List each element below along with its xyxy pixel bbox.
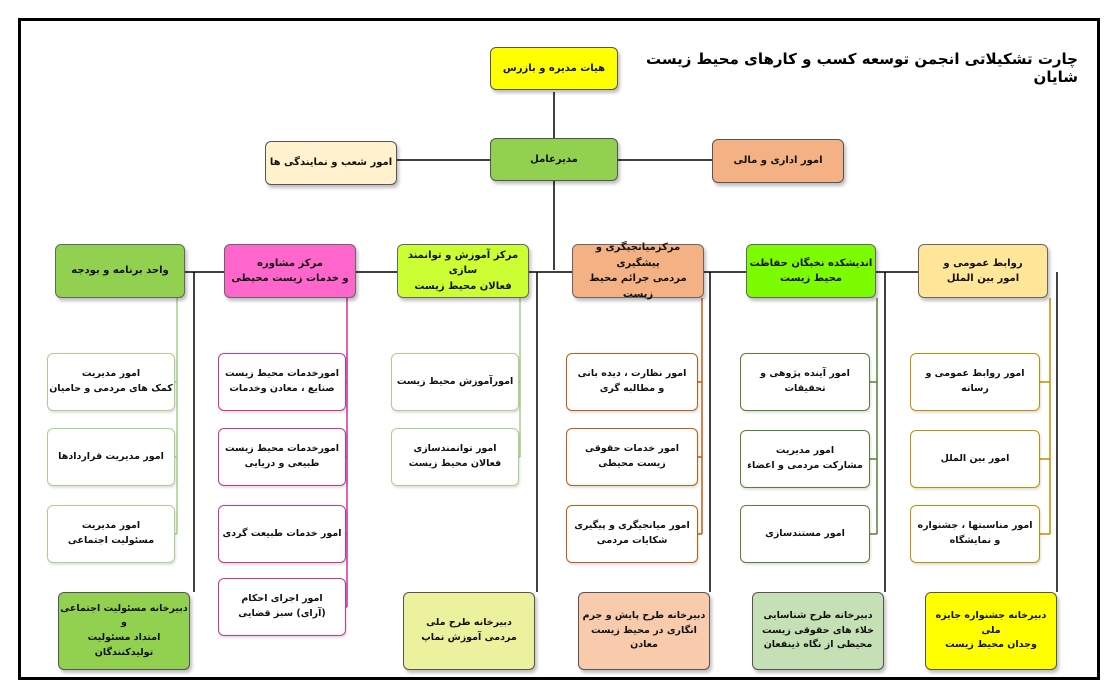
column-item-pr	[910, 353, 1040, 411]
column-item-consult-text: صنایع ، معادن وخدمات	[229, 383, 335, 394]
bottom-box-mediation	[578, 592, 710, 670]
column-item-consult	[218, 428, 346, 486]
column-item-elite-text: امور آینده پژوهی و تحقیقات	[760, 368, 850, 394]
ceo-box	[490, 138, 618, 181]
bottom-box-pr-text: وجدان محیط زیست	[945, 639, 1037, 651]
column-header-pr-text: امور بین الملل	[946, 273, 1020, 284]
column-item-pr-text: و نمایشگاه	[949, 535, 1001, 546]
column-item-training	[391, 428, 519, 486]
column-item-pr	[910, 430, 1040, 488]
chart-title: چارت تشکیلاتی انجمن توسعه کسب و کارهای محیط زیست شایان	[645, 50, 1078, 86]
column-item-planning-text: امور مدیریت قراردادها	[58, 450, 164, 462]
bottom-box-elite-text: خلاء های حقوقی زیست	[762, 624, 874, 636]
column-item-planning	[47, 505, 175, 563]
column-item-planning	[47, 428, 175, 486]
column-item-planning-text: امور مدیریت	[81, 368, 141, 380]
bottom-box-mediation-text: انگاری در محیط زیست معادن	[591, 624, 697, 651]
column-item-mediation-text: امور خدمات حقوقی	[585, 443, 679, 455]
branches-box-text: امور شعب و نمایندگی ها	[269, 157, 393, 169]
column-header-elite-text: اندیشکده نخبگان حفاظت	[749, 257, 873, 269]
column-header-training-text: فعالان محیط زیست	[414, 280, 512, 292]
column-item-elite	[740, 353, 870, 411]
column-item-consult-text: امورخدمات محیط زیست	[224, 368, 340, 380]
column-item-pr-text: امور مناسبتها ، جشنواره	[917, 520, 1033, 532]
bottom-box-elite-text: محیطی از نگاه ذینفعان	[763, 639, 873, 651]
board-box-text: هیات مدیره و بازرس	[502, 62, 606, 74]
column-header-consult-text: مرکز مشاوره	[257, 257, 323, 269]
column-header-mediation	[572, 244, 704, 298]
column-item-training-text: فعالان محیط زیست	[408, 458, 502, 469]
bottom-box-pr-text: دبیرخانه جشنواره جایزه ملی	[935, 609, 1047, 636]
column-item-pr-text: امور بین الملل	[940, 452, 1010, 464]
bottom-box-mediation-text: دبیرخانه طرح پایش و جرم	[582, 609, 706, 621]
admin-box	[712, 139, 844, 183]
column-item-mediation	[566, 505, 698, 563]
column-item-consult	[218, 578, 346, 636]
column-item-elite	[740, 430, 870, 488]
column-header-consult	[224, 244, 356, 298]
column-item-consult-text: (آرای) سبز قضایی	[238, 608, 326, 619]
column-item-elite	[740, 505, 870, 563]
column-item-pr-text: امور روابط عمومی و رسانه	[925, 368, 1025, 394]
bottom-box-pr	[925, 592, 1057, 670]
board-box	[490, 47, 618, 90]
column-header-consult-text: و خدمات زیست محیطی	[231, 273, 349, 284]
column-item-planning	[47, 353, 175, 411]
column-header-planning-text: واحد برنامه و بودجه	[71, 265, 169, 277]
column-header-mediation-text: مرکزمیانجیگری و پیشگیری	[595, 242, 681, 269]
column-item-consult-text: امور اجرای احکام	[241, 593, 323, 605]
column-item-consult	[218, 505, 346, 563]
column-item-mediation	[566, 428, 698, 486]
column-header-mediation-text: مردمی جرائم محیط زیست	[589, 273, 687, 300]
column-header-training-text: مرکز آموزش و توانمند سازی	[407, 249, 519, 277]
column-item-elite-text: امور مدیریت	[775, 445, 835, 457]
bottom-box-planning-text: امتداد مسئولیت تولیدکنندگان	[87, 632, 161, 658]
column-item-training-text: امور توانمندسازی	[413, 443, 497, 455]
column-item-consult-text: امورخدمات محیط زیست	[224, 443, 340, 455]
column-header-elite-text: محیط زیست	[780, 273, 842, 284]
bottom-box-planning-text: دبیرخانه مسئولیت اجتماعی و	[60, 602, 188, 629]
admin-box-text: امور اداری و مالی	[733, 155, 823, 167]
bottom-box-elite	[752, 592, 884, 670]
bottom-box-elite-text: دبیرخانه طرح شناسایی	[763, 609, 873, 621]
column-item-mediation-text: شکایات مردمی	[596, 535, 668, 546]
column-item-mediation	[566, 353, 698, 411]
column-header-training	[397, 244, 529, 298]
column-header-elite	[746, 244, 876, 298]
column-item-consult	[218, 353, 346, 411]
column-item-mediation-text: و مطالبه گری	[599, 383, 665, 394]
column-item-consult-text: امور خدمات طبیعت گردی	[222, 527, 342, 539]
column-header-planning	[55, 244, 185, 298]
ceo-box-text: مدیرعامل	[530, 153, 578, 165]
column-item-planning-text: امور مدیریت	[81, 520, 141, 532]
bottom-box-training-text: دبیرخانه طرح ملی	[426, 617, 512, 629]
column-item-elite-text: امور مستندسازی	[765, 527, 845, 539]
column-item-training-text: امورآموزش محیط زیست	[396, 375, 514, 387]
bottom-box-training-text: مردمی آموزش نماپ	[421, 632, 517, 643]
column-header-pr	[918, 244, 1048, 298]
column-item-elite-text: مشارکت مردمی و اعضاء	[747, 460, 863, 471]
column-item-mediation-text: زیست محیطی	[598, 458, 666, 469]
branches-box	[265, 141, 397, 185]
column-item-pr	[910, 505, 1040, 563]
column-item-training	[391, 353, 519, 411]
column-header-pr-text: روابط عمومی و	[943, 257, 1023, 269]
column-item-mediation-text: امور میانجیگری و پیگیری	[574, 520, 690, 532]
column-item-mediation-text: امور نظارت ، دیده بانی	[577, 368, 687, 380]
column-item-planning-text: مسئولیت اجتماعی	[67, 535, 155, 546]
bottom-box-training	[403, 592, 535, 670]
bottom-box-planning	[58, 592, 190, 670]
column-item-planning-text: کمک های مردمی و حامیان	[49, 383, 173, 394]
column-item-consult-text: طبیعی و دریایی	[244, 458, 320, 469]
